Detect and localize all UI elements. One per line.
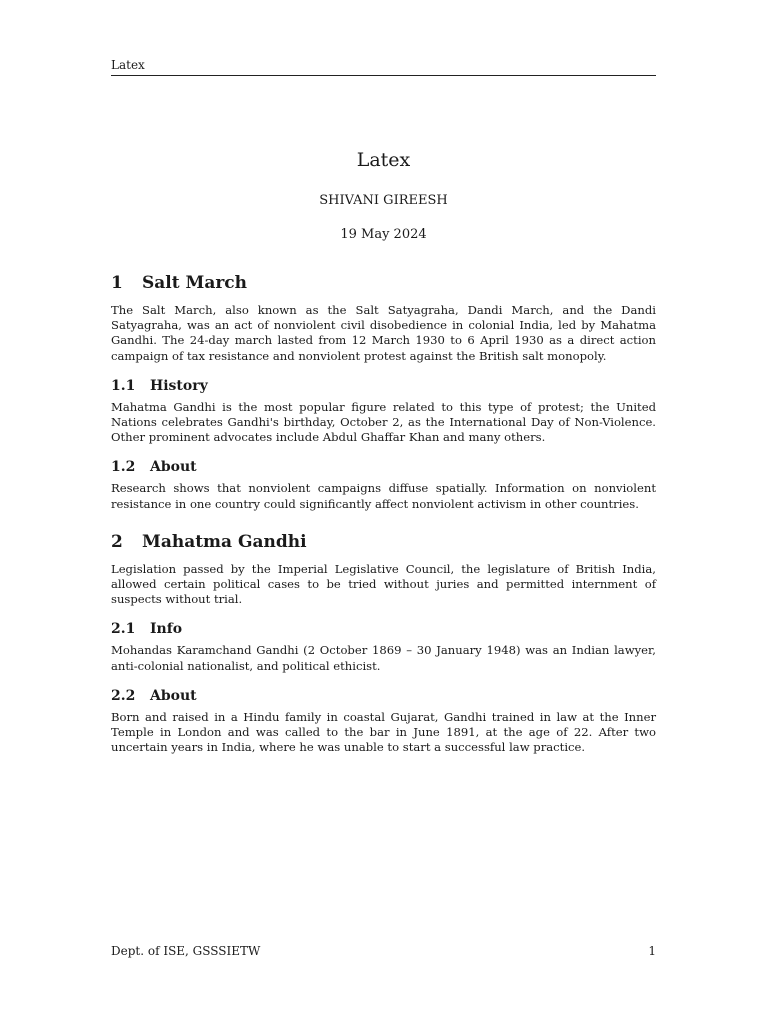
section-title: Salt March <box>142 273 248 293</box>
title-block <box>111 148 656 243</box>
subsection-paragraph: Born and raised in a Hindu family in coastal Gujarat, Gandhi trained in law at the Inner Temple in London and was called to the bar in June 1891, at the age of 22. After two uncertain years in India, where he was unable to start a successful law practice. <box>111 709 656 755</box>
section-paragraph: The Salt March, also known as the Salt Satyagraha, Dandi March, and the Dandi Satyagraha, was an act of nonviolent civil disobedience in colonial India, led by Mahatma Gandhi. The 24-day march lasted from 12 March 1930 to 6 April 1930 as a direct action campaign of tax resistance and nonviolent protest against the British salt monopoly. <box>111 303 656 363</box>
subsection-number: 2.2 <box>111 687 136 704</box>
section-heading <box>111 531 656 553</box>
section-number: 2 <box>111 531 123 552</box>
subsection-number: 1.1 <box>111 377 136 394</box>
subsection-paragraph: Research shows that nonviolent campaigns diffuse spatially. Information on nonviolent resistance in one country could significantly affect nonviolent activism in other countries. <box>111 481 656 511</box>
subsection-number: 2.1 <box>111 621 136 638</box>
subsection-heading <box>111 458 656 476</box>
page-footer <box>111 944 656 958</box>
subsection-number: 1.2 <box>111 459 136 476</box>
running-header <box>111 58 656 76</box>
subsection-paragraph: Mahatma Gandhi is the most popular figure related to this type of protest; the United Nations celebrates Gandhi's birthday, October 2, as the International Day of Non-Violence. Other prominent advocates include Abdul Ghaffar Khan and many others. <box>111 399 656 445</box>
document-date: 19 May 2024 <box>340 227 427 242</box>
section-number: 1 <box>111 273 123 293</box>
subsection-title: Info <box>150 621 183 638</box>
document-author: SHIVANI GIREESH <box>319 193 448 208</box>
document-title: Latex <box>356 149 411 171</box>
document-body <box>111 272 656 755</box>
page-number: 1 <box>648 944 656 958</box>
section-heading <box>111 272 656 294</box>
subsection-heading <box>111 620 656 638</box>
running-title: Latex <box>111 58 145 72</box>
footer-department: Dept. of ISE, GSSSIETW <box>111 944 261 958</box>
subsection-paragraph: Mohandas Karamchand Gandhi (2 October 1869 – 30 January 1948) was an Indian lawyer, anti-colonial nationalist, and political ethicist. <box>111 643 656 673</box>
subsection-heading <box>111 377 656 395</box>
subsection-heading <box>111 687 656 705</box>
subsection-title: About <box>150 459 197 476</box>
section-title: Mahatma Gandhi <box>142 531 307 552</box>
section-paragraph: Legislation passed by the Imperial Legislative Council, the legislature of British India, allowed certain political cases to be tried without juries and permitted internment of suspects without trial. <box>111 561 656 607</box>
subsection-title: About <box>150 687 197 704</box>
subsection-title: History <box>150 377 208 394</box>
